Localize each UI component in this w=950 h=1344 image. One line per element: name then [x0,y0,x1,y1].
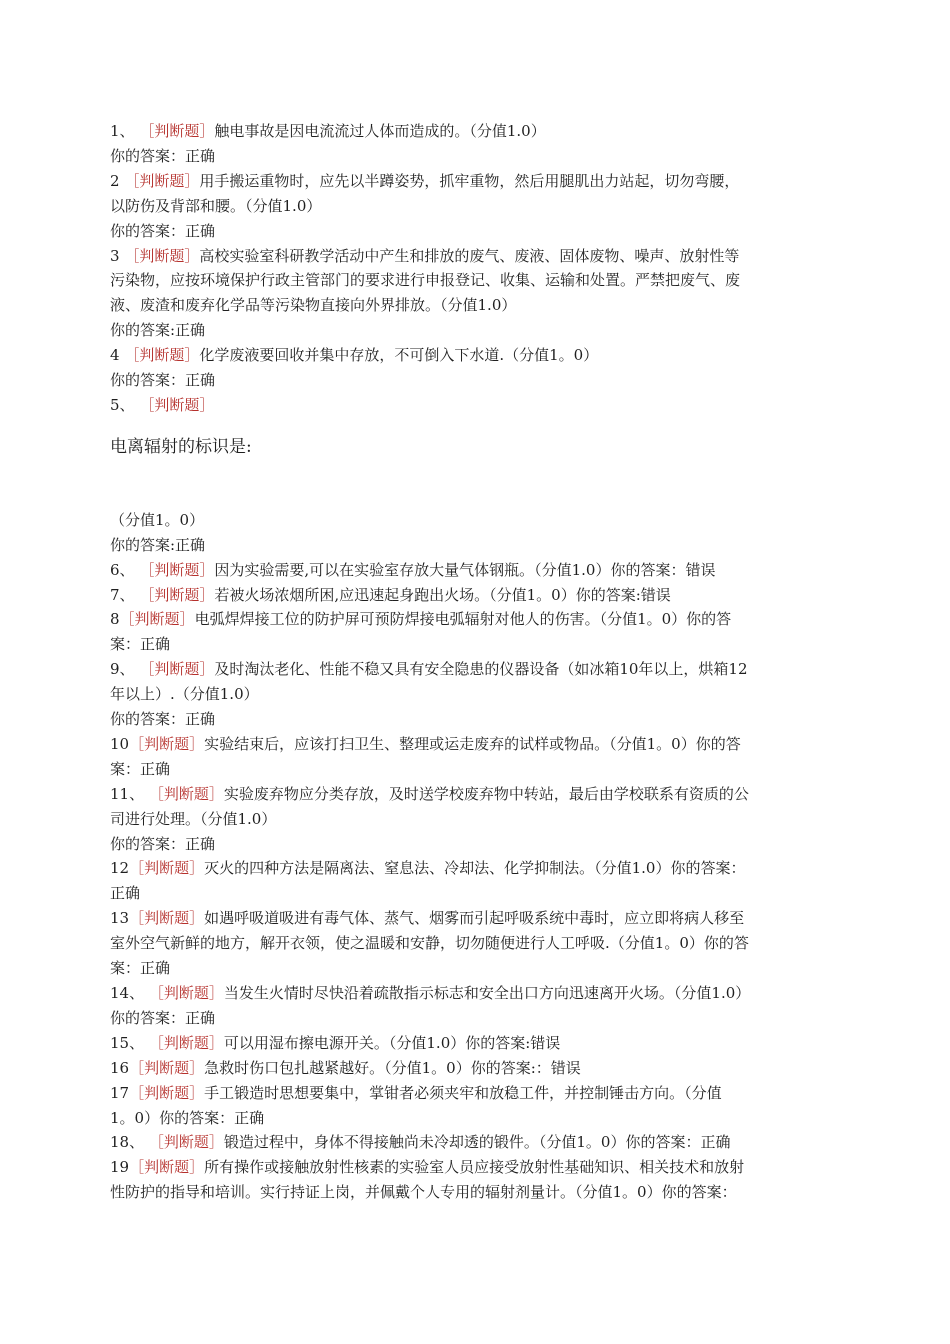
question-type-tag: ［判断题］ [124,246,200,265]
question-2: 2 ［判断题］用手搬运重物时，应先以半蹲姿势，抓牢重物，然后用腿肌出力站起，切勿弯腰， [110,171,740,190]
question-19: 19［判断题］所有操作或接触放射性核素的实验室人员应接受放射性基础知识、相关技术和放射 [110,1158,745,1177]
question-type-tag: ［判断题］ [139,560,215,579]
question-type-tag: ［判断题］ [148,784,224,803]
question-15: 15、 ［判断题］可以用湿布擦电源开关。（分值1.0）你的答案:错误 [110,1033,561,1052]
question-1: 1、 ［判断题］触电事故是因电流流过人体而造成的。（分值1.0） [110,122,546,140]
answer-1: 你的答案：正确 [110,146,216,165]
question-9-cont: 年以上）.（分值1.0） [110,685,259,704]
question-12: 12［判断题］灭火的四种方法是隔离法、窒息法、冷却法、化学抑制法。（分值1.0）你的答案： [110,859,746,878]
question-type-tag: ［判断题］ [129,1083,205,1102]
answer-13: 案：正确 [110,959,171,978]
question-type-tag: ［判断题］ [139,660,215,679]
question-10: 10［判断题］实验结束后，应该打扫卫生、整理或运走废弃的试样或物品。（分值1。0）你的答 [110,734,741,753]
question-14: 14、 ［判断题］当发生火情时尽快沿着疏散指示标志和安全出口方向迅速离开火场。（分值1.0） [110,984,751,1002]
question-type-tag: ［判断题］ [124,171,200,190]
question-type-tag: ［判断题］ [139,395,215,414]
question-17: 17［判断题］手工锻造时思想要集中，掌钳者必须夹牢和放稳工件，并控制锤击方向。（分值 [110,1083,722,1102]
answer-3: 你的答案:正确 [110,321,206,340]
question-type-tag: ［判断题］ [129,859,205,878]
answer-9: 你的答案：正确 [110,710,216,729]
question-type-tag: ［判断题］ [129,1158,205,1177]
question-9: 9、 ［判断题］及时淘汰老化、性能不稳又具有安全隐患的仪器设备（如冰箱10年以上，烘箱12 [110,660,748,679]
question-3: 3 ［判断题］高校实验室科研教学活动中产生和排放的废气、废液、固体废物、噪声、放射性等 [110,246,740,265]
answer-17: 1。0）你的答案：正确 [110,1108,265,1127]
question-11-cont: 司进行处理。（分值1.0） [110,809,277,828]
question-16: 16［判断题］急救时伤口包扎越紧越好。（分值1。0）你的答案:：错误 [110,1058,581,1077]
question-5: 5、 ［判断题］ [110,395,215,414]
question-type-tag: ［判断题］ [129,1058,205,1077]
question-type-tag: ［判断题］ [148,1133,224,1152]
question-type-tag: ［判断题］ [119,610,195,629]
answer-4: 你的答案：正确 [110,371,216,390]
question-11: 11、 ［判断题］实验废弃物应分类存放，及时送学校废弃物中转站，最后由学校联系有资质的公 [110,784,749,803]
answer-11: 你的答案：正确 [110,834,216,853]
question-18: 18、 ［判断题］锻造过程中，身体不得接触尚未冷却透的锻件。（分值1。0）你的答案：正确 [110,1133,731,1152]
question-5-heading: 电离辐射的标识是: [110,436,252,457]
answer-10: 案：正确 [110,759,171,778]
question-type-tag: ［判断题］ [148,984,224,1002]
question-type-tag: ［判断题］ [129,734,205,753]
question-3-cont: 液、废渣和废弃化学品等污染物直接向外界排放。（分值1.0） [110,296,517,315]
question-5-score: （分值1。0） [110,510,205,529]
answer-14: 你的答案：正确 [110,1008,216,1027]
question-6: 6、 ［判断题］因为实验需要,可以在实验室存放大量气体钢瓶。（分值1.0）你的答案：错误 [110,560,716,579]
question-2-cont: 以防伤及背部和腰。（分值1.0） [110,196,322,215]
answer-5: 你的答案:正确 [110,535,206,554]
answer-12: 正确 [110,884,141,903]
question-13-cont: 室外空气新鲜的地方，解开衣领，使之温暖和安静，切勿随便进行人工呼吸.（分值1。0）你的答 [110,934,749,953]
answer-8: 案：正确 [110,635,171,654]
question-4: 4 ［判断题］化学废液要回收并集中存放，不可倒入下水道.（分值1。0） [110,346,599,365]
question-type-tag: ［判断题］ [139,585,215,604]
question-type-tag: ［判断题］ [124,346,200,365]
question-13: 13［判断题］如遇呼吸道吸进有毒气体、蒸气、烟雾而引起呼吸系统中毒时，应立即将病人移至 [110,909,745,928]
question-type-tag: ［判断题］ [129,909,205,928]
question-type-tag: ［判断题］ [148,1033,224,1052]
question-8: 8［判断题］电弧焊焊接工位的防护屏可预防焊接电弧辐射对他人的伤害。（分值1。0）你的答 [110,610,732,629]
question-7: 7、 ［判断题］若被火场浓烟所困,应迅速起身跑出火场。（分值1。0）你的答案:错误 [110,585,671,604]
question-3-cont: 污染物，应按环境保护行政主管部门的要求进行申报登记、收集、运输和处置。严禁把废气、废 [110,271,741,290]
question-type-tag: ［判断题］ [139,122,215,140]
question-19-cont: 性防护的指导和培训。实行持证上岗，并佩戴个人专用的辐射剂量计。（分值1。0）你的答案： [110,1183,737,1202]
answer-2: 你的答案：正确 [110,221,216,240]
document-body [110,119,830,1205]
